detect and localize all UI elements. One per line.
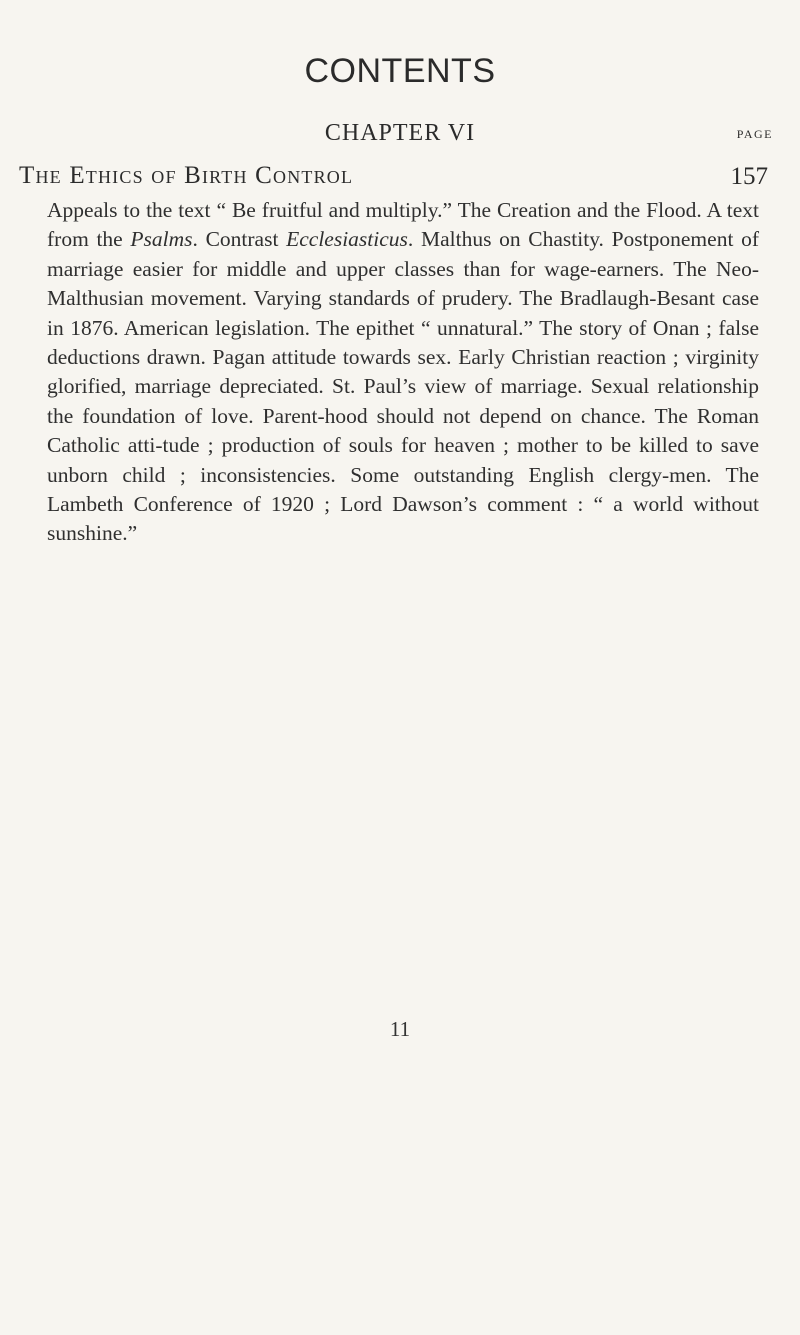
synopsis-italic-title: Psalms — [130, 227, 193, 252]
synopsis-text: Appeals to the text “ Be fruitful and multiply.” The Creation and the Flood. A text from the — [47, 198, 759, 252]
page-column-label: PAGE — [736, 127, 773, 141]
chapter-heading: CHAPTER VI — [324, 120, 476, 146]
section-page-number: 157 — [730, 163, 768, 190]
synopsis-text: . Malthus on Chastity. Postponement of marriage easier for middle and upper classes than for wage-earners. The Neo-Malthusian movement. Varying standards of prudery. The Bradlaugh-Besant case in 1876. American legislation. The epithet “ unnatural.” The story of Onan ; false deductions drawn. Pagan attitude towards sex. Early Christian reaction ; virginity glorified, marriage depreciated. St. Paul’s view of marriage. Sexual relationship the foundation of love. Parent-hood should not depend on chance. The Roman Catholic atti-tude ; production of souls for heaven ; mother to be killed to save unborn child ; inconsistencies. Some outstanding English clergy-men. The Lambeth Conference of 1920 ; Lord Dawson’s comment : “ a world without sunshine.” — [47, 227, 760, 546]
folio-page-number: 11 — [389, 1017, 411, 1041]
running-head: CONTENTS — [304, 52, 496, 90]
chapter-synopsis — [47, 196, 759, 549]
synopsis-text: . Contrast — [192, 227, 287, 252]
section-title: The Ethics of Birth Control — [19, 162, 354, 189]
synopsis-italic-title: Ecclesiasticus — [286, 227, 408, 252]
